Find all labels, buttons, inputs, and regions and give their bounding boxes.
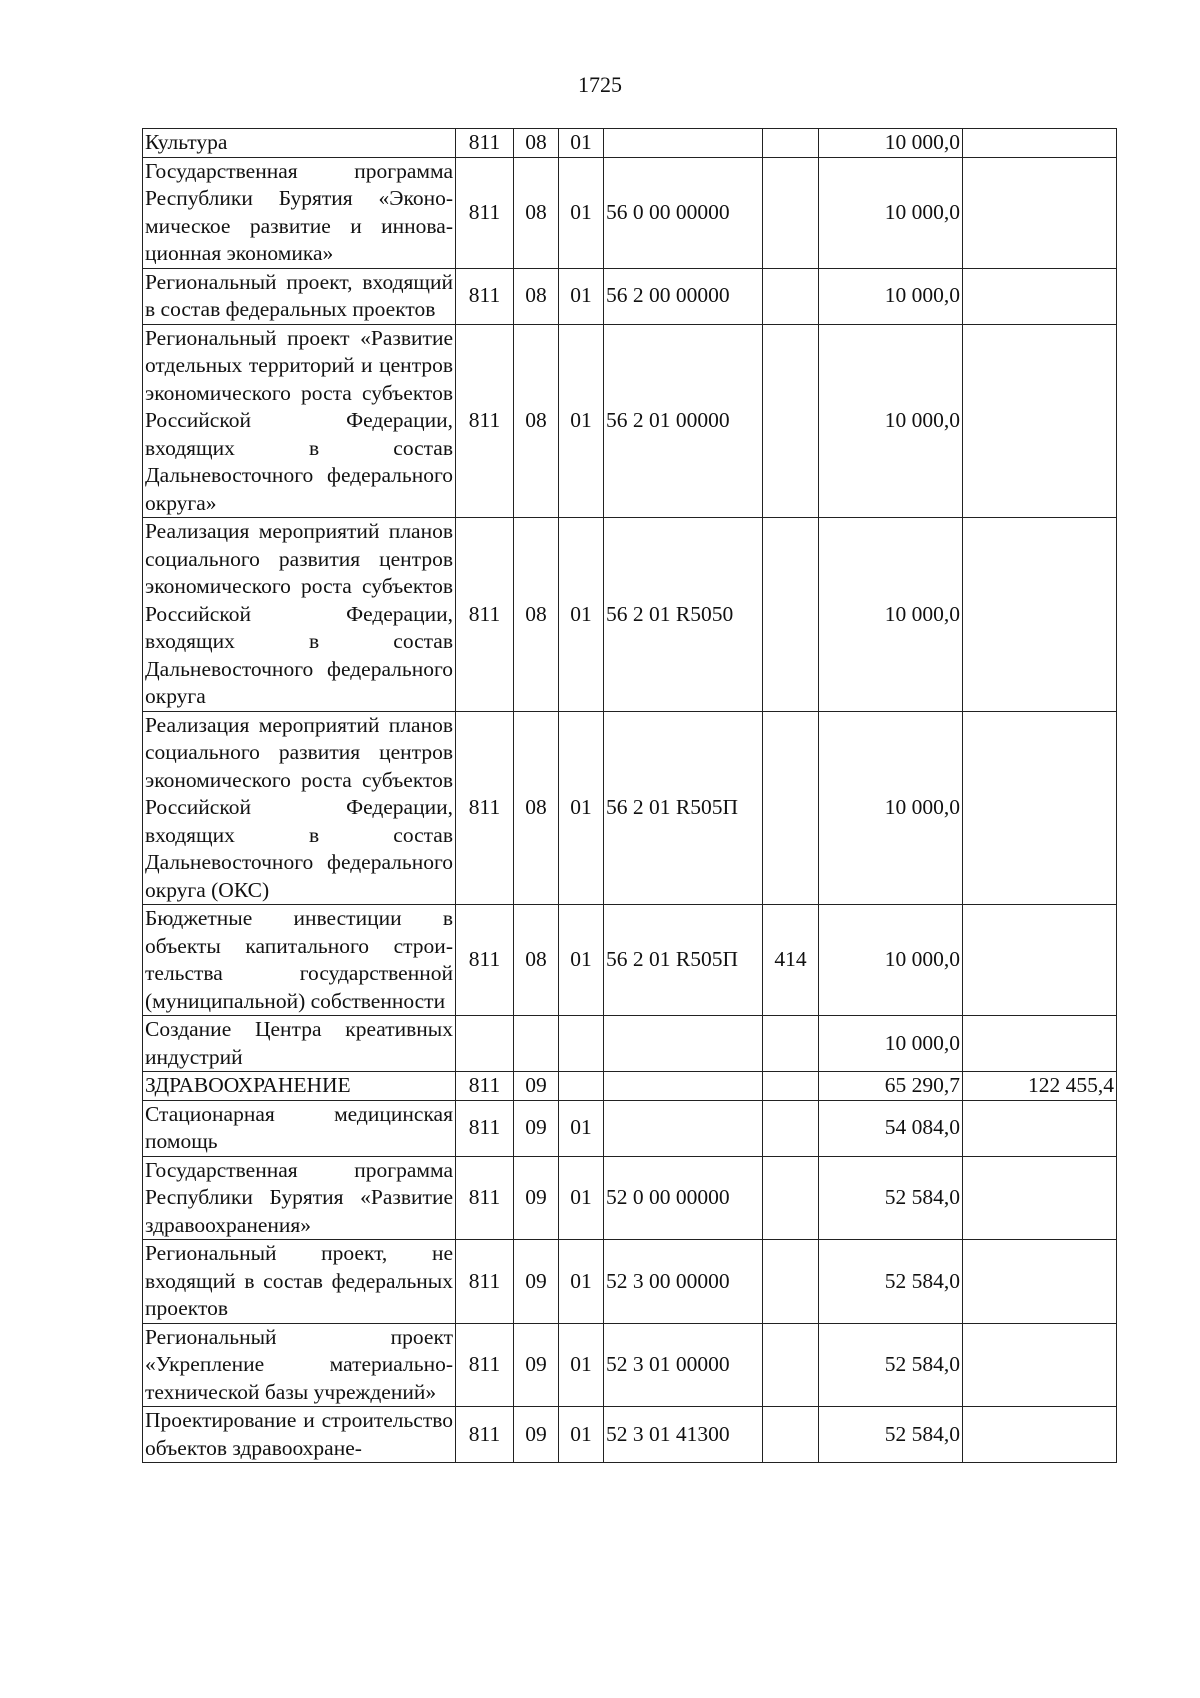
cell-gr: 811 (456, 1240, 514, 1324)
cell-csr: 52 0 00 00000 (604, 1156, 763, 1240)
cell-sum-2 (963, 1240, 1117, 1324)
cell-name: Региональный проект «Укрепление материально-технической базы учреждений» (143, 1323, 456, 1407)
cell-sum-2 (963, 1100, 1117, 1156)
cell-vr (763, 1156, 819, 1240)
cell-sum-2 (963, 1407, 1117, 1463)
table-row (143, 1240, 1117, 1324)
cell-rz: 08 (514, 905, 559, 1016)
table-row (143, 268, 1117, 324)
cell-pr: 01 (559, 1156, 604, 1240)
cell-vr (763, 711, 819, 905)
cell-csr: 52 3 00 00000 (604, 1240, 763, 1324)
cell-name: Реализация мероприятий планов социального развития центров экономического роста субъектов Российской Федерации, входящих в состав Дальневосточного федерального округа (143, 518, 456, 712)
cell-pr: 01 (559, 711, 604, 905)
cell-sum-1: 54 084,0 (819, 1100, 963, 1156)
table-row (143, 1323, 1117, 1407)
cell-vr (763, 1016, 819, 1072)
cell-csr: 52 3 01 41300 (604, 1407, 763, 1463)
cell-sum-1: 52 584,0 (819, 1323, 963, 1407)
cell-vr (763, 157, 819, 268)
cell-rz: 08 (514, 157, 559, 268)
table-row (143, 157, 1117, 268)
cell-gr: 811 (456, 268, 514, 324)
cell-sum-1: 10 000,0 (819, 129, 963, 158)
cell-gr: 811 (456, 905, 514, 1016)
cell-gr: 811 (456, 324, 514, 518)
cell-csr: 56 2 01 00000 (604, 324, 763, 518)
cell-vr (763, 1407, 819, 1463)
cell-sum-1: 10 000,0 (819, 157, 963, 268)
table-row (143, 1100, 1117, 1156)
cell-name: Бюджетные инвестиции в объекты капитального строительства государственной (муниципальной) собственности (143, 905, 456, 1016)
cell-sum-1: 52 584,0 (819, 1240, 963, 1324)
cell-sum-2 (963, 905, 1117, 1016)
cell-gr: 811 (456, 1100, 514, 1156)
cell-gr: 811 (456, 1156, 514, 1240)
cell-csr: 56 2 01 R505П (604, 905, 763, 1016)
page-number: 1725 (578, 72, 622, 97)
cell-pr (559, 1072, 604, 1101)
cell-rz: 09 (514, 1072, 559, 1101)
cell-vr (763, 1072, 819, 1101)
cell-name: Стационарная медицинская помощь (143, 1100, 456, 1156)
cell-rz: 09 (514, 1100, 559, 1156)
cell-name: Создание Центра креативных индустрий (143, 1016, 456, 1072)
cell-csr (604, 1072, 763, 1101)
cell-name: ЗДРАВООХРАНЕНИЕ (143, 1072, 456, 1101)
cell-pr (559, 1016, 604, 1072)
cell-vr (763, 518, 819, 712)
cell-sum-1: 10 000,0 (819, 905, 963, 1016)
cell-pr: 01 (559, 157, 604, 268)
cell-rz: 08 (514, 324, 559, 518)
cell-sum-2: 122 455,4 (963, 1072, 1117, 1101)
cell-pr: 01 (559, 905, 604, 1016)
cell-sum-2 (963, 1156, 1117, 1240)
table-row (143, 711, 1117, 905)
cell-rz: 09 (514, 1240, 559, 1324)
cell-vr (763, 1100, 819, 1156)
cell-vr (763, 324, 819, 518)
cell-vr: 414 (763, 905, 819, 1016)
cell-gr (456, 1016, 514, 1072)
budget-table (142, 128, 1117, 1463)
cell-name: Государственная программа Республики Бурятия «Развитие здравоохранения» (143, 1156, 456, 1240)
cell-csr: 56 2 00 00000 (604, 268, 763, 324)
table-row (143, 324, 1117, 518)
cell-rz: 09 (514, 1407, 559, 1463)
cell-gr: 811 (456, 518, 514, 712)
cell-csr (604, 1100, 763, 1156)
cell-name: Проектирование и строительство объектов здравоохране- (143, 1407, 456, 1463)
table-row (143, 905, 1117, 1016)
cell-sum-2 (963, 1323, 1117, 1407)
cell-rz: 08 (514, 268, 559, 324)
cell-name: Реализация мероприятий планов социального развития центров экономического роста субъектов Российской Федерации, входящих в состав Дальневосточного федерального округа (ОКС) (143, 711, 456, 905)
cell-name: Культура (143, 129, 456, 158)
cell-sum-1: 65 290,7 (819, 1072, 963, 1101)
table-body (143, 129, 1117, 1463)
cell-sum-1: 10 000,0 (819, 1016, 963, 1072)
table-row (143, 1407, 1117, 1463)
cell-csr (604, 1016, 763, 1072)
cell-gr: 811 (456, 1072, 514, 1101)
table-row (143, 129, 1117, 158)
cell-pr: 01 (559, 1323, 604, 1407)
cell-name: Региональный проект «Развитие отдельных территорий и центров экономического роста субъектов Российской Федерации, входящих в состав Дальневосточного федерального округа» (143, 324, 456, 518)
cell-gr: 811 (456, 157, 514, 268)
cell-gr: 811 (456, 711, 514, 905)
cell-sum-1: 10 000,0 (819, 268, 963, 324)
cell-rz: 08 (514, 129, 559, 158)
cell-sum-2 (963, 518, 1117, 712)
cell-csr: 56 0 00 00000 (604, 157, 763, 268)
cell-sum-1: 10 000,0 (819, 711, 963, 905)
cell-sum-1: 52 584,0 (819, 1156, 963, 1240)
table-row (143, 1156, 1117, 1240)
cell-sum-2 (963, 711, 1117, 905)
cell-csr: 52 3 01 00000 (604, 1323, 763, 1407)
cell-name: Региональный проект, входящий в состав федеральных проектов (143, 268, 456, 324)
cell-name: Региональный проект, не входящий в состав федеральных проектов (143, 1240, 456, 1324)
cell-pr: 01 (559, 518, 604, 712)
cell-sum-1: 10 000,0 (819, 518, 963, 712)
cell-csr (604, 129, 763, 158)
cell-gr: 811 (456, 1407, 514, 1463)
cell-pr: 01 (559, 129, 604, 158)
cell-name: Государственная программа Республики Бурятия «Экономическое развитие и инновационная экономика» (143, 157, 456, 268)
cell-rz: 08 (514, 518, 559, 712)
cell-sum-2 (963, 268, 1117, 324)
cell-pr: 01 (559, 1100, 604, 1156)
cell-rz (514, 1016, 559, 1072)
cell-sum-2 (963, 157, 1117, 268)
cell-rz: 09 (514, 1323, 559, 1407)
table-row (143, 518, 1117, 712)
cell-pr: 01 (559, 268, 604, 324)
cell-gr: 811 (456, 129, 514, 158)
cell-vr (763, 129, 819, 158)
cell-vr (763, 1240, 819, 1324)
cell-csr: 56 2 01 R505П (604, 711, 763, 905)
cell-pr: 01 (559, 1407, 604, 1463)
table-row (143, 1072, 1117, 1101)
cell-sum-2 (963, 1016, 1117, 1072)
cell-sum-2 (963, 324, 1117, 518)
table-row (143, 1016, 1117, 1072)
cell-sum-1: 52 584,0 (819, 1407, 963, 1463)
cell-rz: 08 (514, 711, 559, 905)
cell-vr (763, 268, 819, 324)
cell-sum-2 (963, 129, 1117, 158)
cell-sum-1: 10 000,0 (819, 324, 963, 518)
cell-vr (763, 1323, 819, 1407)
cell-csr: 56 2 01 R5050 (604, 518, 763, 712)
cell-rz: 09 (514, 1156, 559, 1240)
cell-pr: 01 (559, 324, 604, 518)
cell-pr: 01 (559, 1240, 604, 1324)
cell-gr: 811 (456, 1323, 514, 1407)
